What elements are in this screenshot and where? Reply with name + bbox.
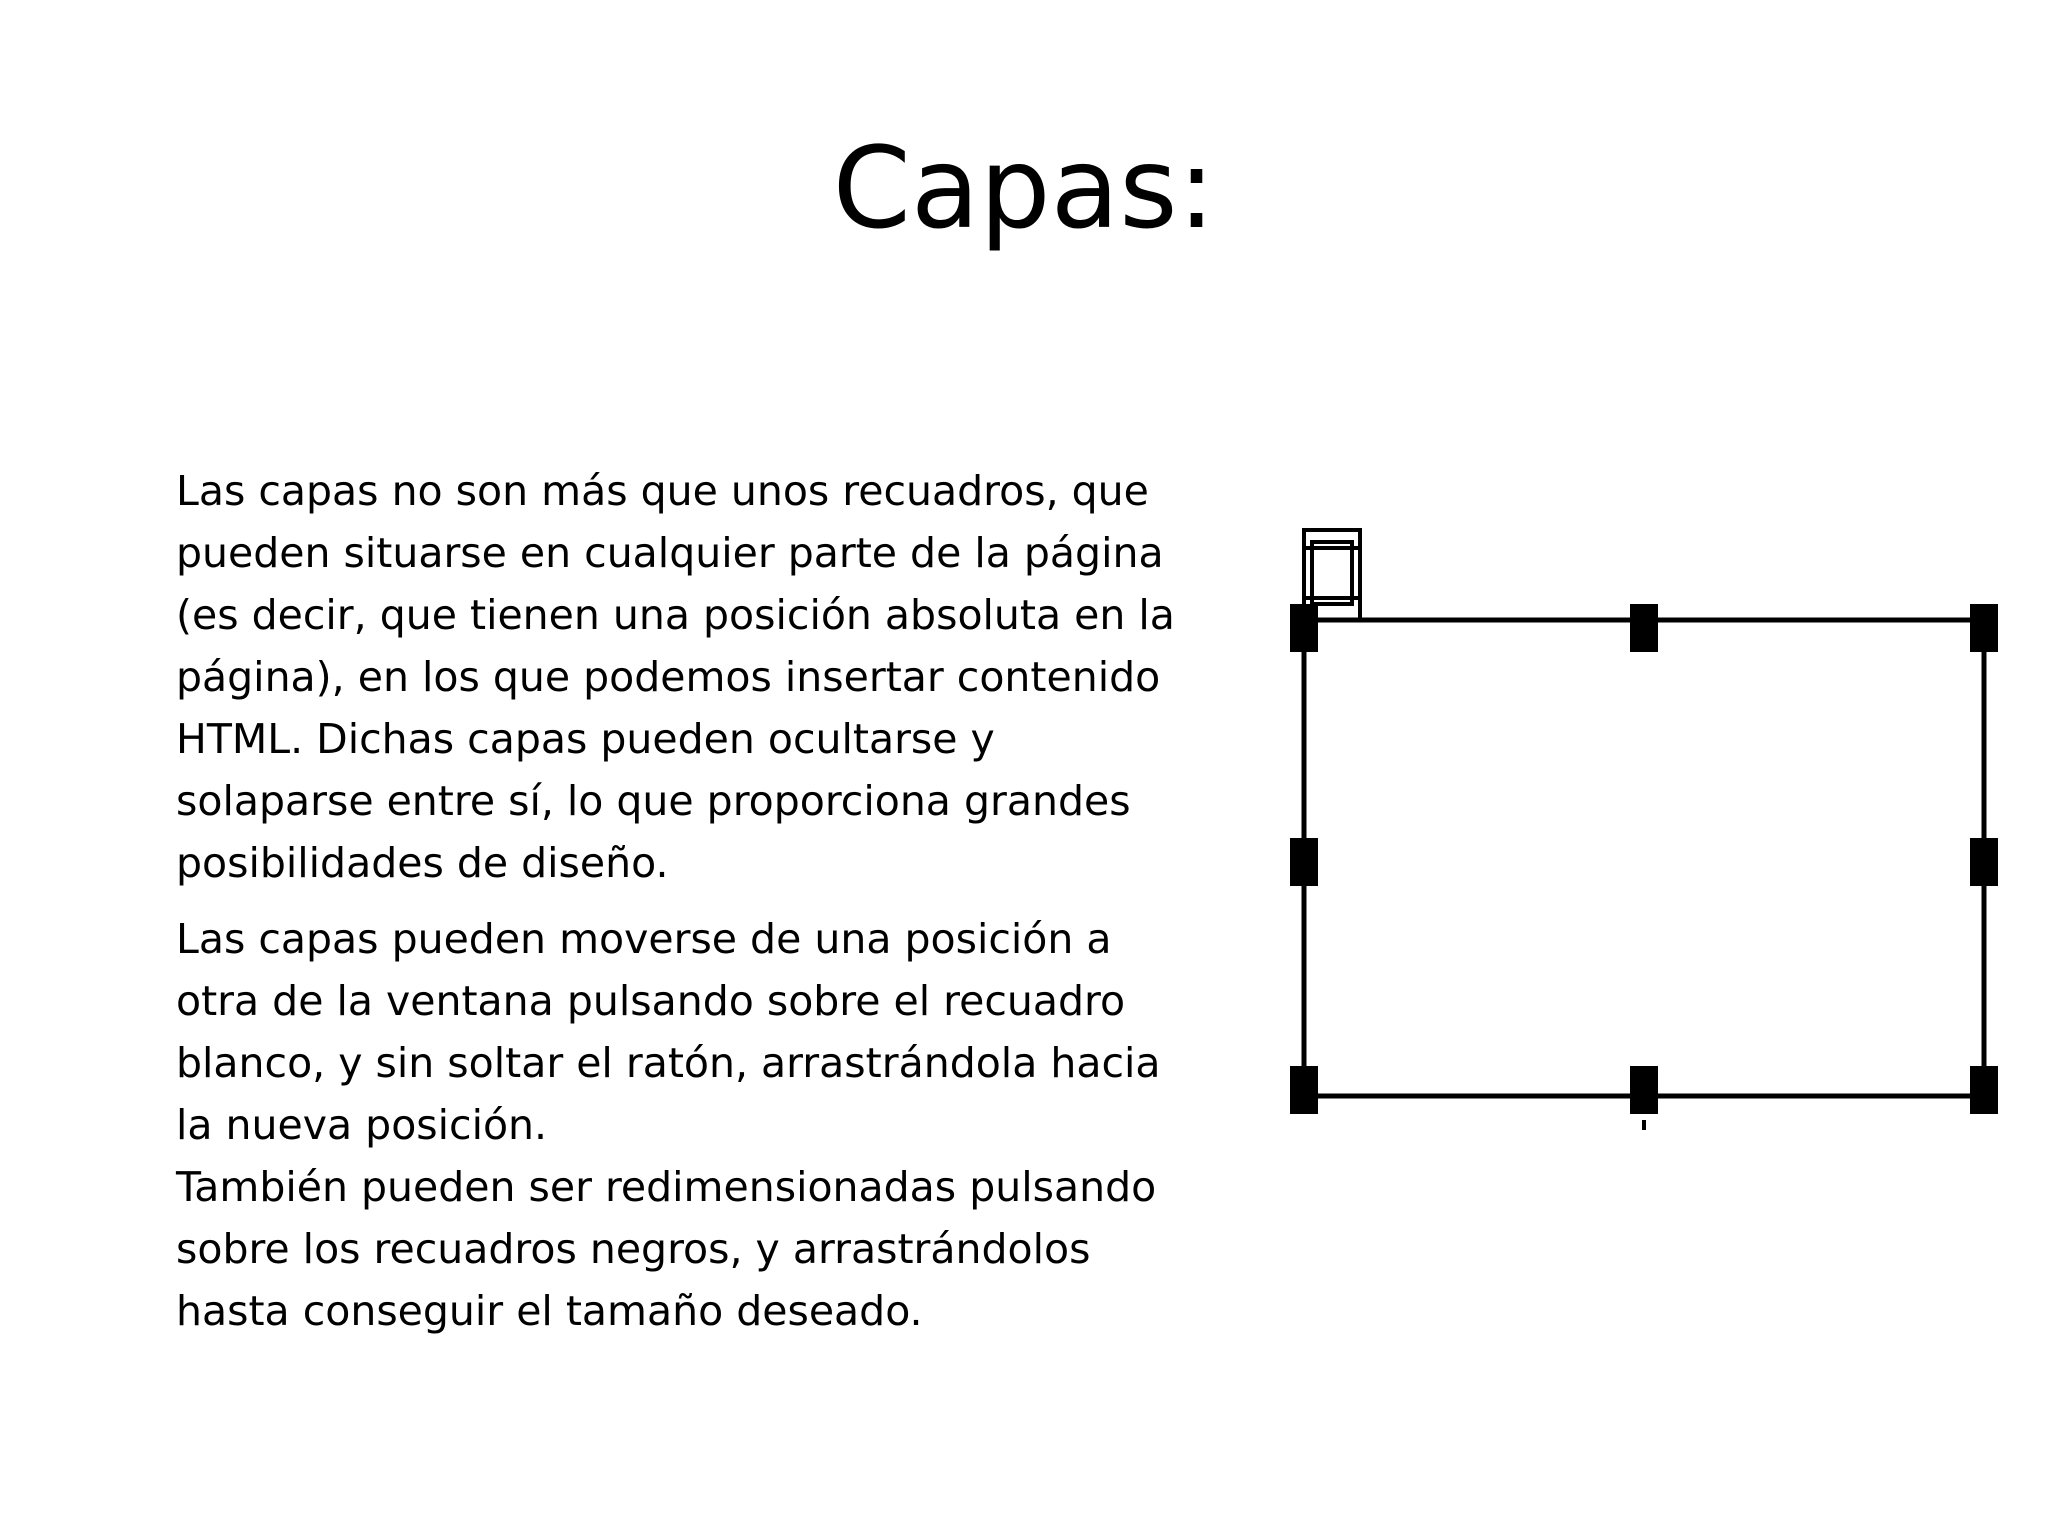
paragraph-intro: Las capas no son más que unos recuadros, que pueden situarse en cualquier parte de la página (es decir, que tienen una posición absoluta en la página), en los que podemos insertar contenido HTML. Dichas capas pueden ocultarse y solaparse entre sí, lo que proporciona grandes posibilidades de diseño. bbox=[176, 467, 1175, 887]
resize-handle-top-left bbox=[1290, 604, 1318, 652]
paragraph-usage: Las capas pueden moverse de una posición a otra de la ventana pulsando sobre el recuadro blanco, y sin soltar el ratón, arrastrándola hacia la nueva posición. También pueden ser redimensionadas pulsando sobre los recuadros negros, y arrastrándolos hasta conseguir el tamaño deseado. bbox=[176, 915, 1161, 1335]
page-title: Capas: bbox=[832, 124, 1216, 254]
layer-box bbox=[1304, 620, 1984, 1096]
resize-handle-top-right bbox=[1970, 604, 1998, 652]
resize-handle-top-center bbox=[1630, 604, 1658, 652]
resize-handle-bottom-right bbox=[1970, 1066, 1998, 1114]
resize-handle-middle-right bbox=[1970, 838, 1998, 886]
stray-mark bbox=[1642, 1120, 1646, 1130]
slide-body bbox=[176, 460, 1186, 1342]
resize-handle-bottom-center bbox=[1630, 1066, 1658, 1114]
layer-diagram bbox=[1270, 520, 2010, 1140]
resize-handle-middle-left bbox=[1290, 838, 1318, 886]
resize-handle-bottom-left bbox=[1290, 1066, 1318, 1114]
